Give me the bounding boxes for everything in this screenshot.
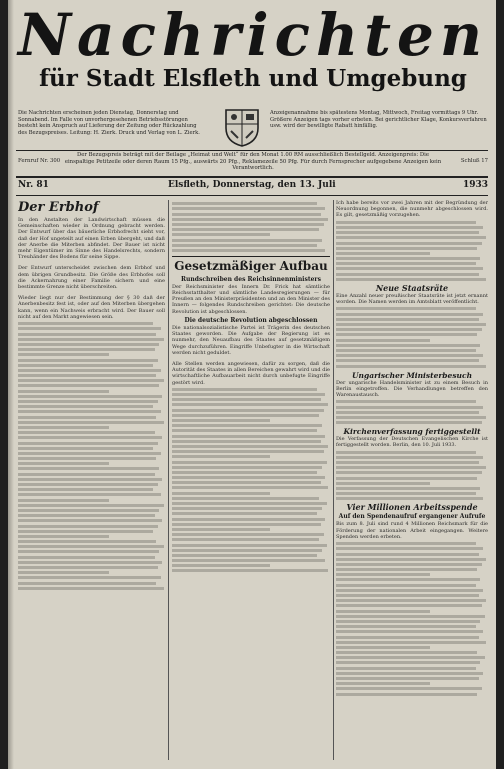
text-line <box>336 594 479 597</box>
article-paragraph: Der ungarische Handelsminister ist zu einem Besuch in Berlin eingetroffen. Die Verhandlungen betreffen den Warenaustausch. <box>336 379 488 398</box>
text-line <box>336 421 482 424</box>
column-rule <box>333 200 334 760</box>
text-line <box>336 677 479 680</box>
text-line <box>336 221 476 224</box>
text-line <box>18 576 161 579</box>
text-line <box>336 257 480 260</box>
text-line <box>18 519 162 522</box>
text-line <box>336 236 486 239</box>
text-line <box>336 359 479 362</box>
text-line <box>18 488 153 491</box>
text-line <box>18 452 161 455</box>
text-lines <box>336 400 488 424</box>
text-line <box>172 455 270 458</box>
text-line <box>336 578 480 581</box>
text-line <box>336 667 476 670</box>
text-lines <box>172 202 330 252</box>
text-line <box>18 410 161 413</box>
text-line <box>172 466 322 469</box>
text-line <box>18 384 159 387</box>
text-line <box>336 273 479 276</box>
article-paragraph: Eine Anzahl neuer preußischer Staatsräte ist jetzt ernannt worden. Die Namen werden im Amtsblatt veröffentlicht. <box>336 292 488 306</box>
text-line <box>336 599 486 602</box>
text-line <box>336 656 485 659</box>
text-line <box>18 525 158 528</box>
text-line <box>336 456 483 459</box>
text-line <box>336 247 477 250</box>
text-line <box>336 547 483 550</box>
text-line <box>336 466 486 469</box>
text-line <box>18 545 164 548</box>
text-line <box>172 223 324 226</box>
text-line <box>18 359 158 362</box>
text-line <box>172 435 325 438</box>
text-line <box>336 313 483 316</box>
text-line <box>336 568 477 571</box>
text-line <box>336 625 476 628</box>
text-line <box>172 213 321 216</box>
article-paragraph: Ich habe bereits vor zwei Jahren mit der Begründung der Neuordnung begonnen, die nunmehr abgeschlossen wird. Es gilt, gesetzmäßig vorzugehen. <box>336 200 488 219</box>
text-line <box>336 339 430 342</box>
text-line <box>172 249 325 252</box>
text-line <box>18 400 158 403</box>
dateline <box>18 180 488 194</box>
text-line <box>172 233 270 236</box>
closing-label: Schluß 17 <box>460 158 488 164</box>
publication-info: Die Nachrichten erscheinen jeden Dienstag, Donnerstag und Sonnabend. Im Falle von unvorhergesehenen Betriebsstörungen besteht kein Anspruch auf Lieferung der Zeitung oder Rückzahlung des Bezugspreises. Leitung: H. Zierk. Druck und Verlag von L. Zierk. <box>18 110 200 136</box>
text-line <box>172 518 325 521</box>
column-news <box>336 200 488 765</box>
text-line <box>18 473 155 476</box>
text-line <box>172 549 322 552</box>
text-line <box>336 584 476 587</box>
text-line <box>18 566 158 569</box>
text-lines <box>336 542 488 695</box>
text-line <box>172 538 319 541</box>
text-line <box>336 318 479 321</box>
text-line <box>18 550 159 553</box>
article-headline: Der Erbhof <box>18 200 99 215</box>
article-paragraph: Der Entwurf unterscheidet zwischen dem Erbhof und dem übrigen Grundbesitz. Die Größe des Erbhofes soll die Ackernahrung einer Familie sichern und eine bestimmte Grenze nicht überschreiten. <box>18 265 165 291</box>
text-line <box>172 202 317 205</box>
newspaper-title: Nachrichten <box>18 1 489 69</box>
text-line <box>172 523 321 526</box>
text-line <box>18 499 109 502</box>
text-line <box>172 533 324 536</box>
text-line <box>172 564 270 567</box>
text-line <box>18 390 109 393</box>
text-line <box>172 507 322 510</box>
text-line <box>336 610 430 613</box>
text-line <box>18 405 153 408</box>
text-line <box>336 411 479 414</box>
text-line <box>172 492 270 495</box>
article-headline: Gesetzmäßiger Aufbau <box>174 258 328 273</box>
text-line <box>18 561 162 564</box>
article-subheadline: Rundschreiben des Reichsinnenministers <box>181 275 321 283</box>
text-line <box>18 369 161 372</box>
text-line <box>18 535 109 538</box>
text-line <box>18 457 156 460</box>
article-paragraph: Alle Stellen werden angewiesen, dafür zu sorgen, daß die Autorität des Staates in allen Bereichen gewahrt wird und die wirtschaftliche Aufbauarbeit nicht durch unbefugte Eingriffe gestört wird. <box>172 360 330 386</box>
text-line <box>18 436 162 439</box>
text-line <box>336 573 430 576</box>
text-lines <box>336 451 488 501</box>
text-line <box>336 641 486 644</box>
text-line <box>172 244 317 247</box>
text-line <box>336 661 480 664</box>
article-headline: Vier Millionen Arbeitsspende <box>346 502 478 513</box>
phone-label: Fernruf Nr. 300 <box>18 158 61 164</box>
text-line <box>336 354 483 357</box>
text-line <box>18 504 164 507</box>
text-line <box>336 328 482 331</box>
text-line <box>18 353 109 356</box>
divider <box>16 176 488 178</box>
text-line <box>336 267 483 270</box>
text-line <box>18 338 164 341</box>
article-paragraph: Die nationalsozialistische Partei ist Trägerin des deutschen Staates geworden. Die Aufgabe der Regierung ist es nunmehr, den Neuaufbau des Staates auf gesetzmäßigem Wege durchzuführen. Eingriffe Unbefugter in die Wirtschaft werden nicht geduldet. <box>172 324 330 356</box>
text-line <box>18 327 161 330</box>
text-line <box>336 651 477 654</box>
text-line <box>336 553 479 556</box>
text-line <box>336 497 483 500</box>
text-line <box>336 278 486 281</box>
article-subheadline: Auf den Spendenaufruf ergangener Aufrufe <box>338 513 486 521</box>
newspaper-page <box>8 0 496 769</box>
text-line <box>172 398 321 401</box>
text-line <box>18 364 153 367</box>
text-line <box>336 558 486 561</box>
article-paragraph: Bis zum 8. Juli sind rund 4 Millionen Reichsmark für die Förderung der nationalen Arbeit eingegangen. Weitere Spenden werden erbeten. <box>336 521 488 540</box>
article-paragraph: In den Anstalten der Landwirtschaft müssen die Gemeinschaften wieder in Ordnung gebracht werden. Der Entwurf über das bäuerliche Erbhofrecht sieht vor, daß der Hof ungeteilt auf einen Erben übergeht, und daß der Anerbe die Miterben abfindet. Der Bauer ist nicht mehr Eigentümer im Sinne des Handelsrechts, sondern Treuhänder des Bodens für seine Sippe. <box>18 217 165 261</box>
text-line <box>172 424 322 427</box>
newspaper-subtitle: für Stadt Elsfleth und Umgebung <box>39 65 467 92</box>
text-line <box>18 462 109 465</box>
text-lines <box>172 388 330 573</box>
divider <box>16 150 488 151</box>
article-paragraph: Die Verfassung der Deutschen Evangelischen Kirche ist fertiggestellt worden. Berlin, den 10. Juli 1933. <box>336 436 488 449</box>
text-line <box>336 349 476 352</box>
text-line <box>172 207 325 210</box>
text-line <box>18 333 156 336</box>
text-line <box>18 442 158 445</box>
masthead <box>18 1 489 92</box>
article-paragraph: Wieder liegt nur der Bestimmung der § 30 daß der Anerbenbesitz fest ist, oder auf den Miterben übergehen kann, wenn ein Nachweis erbracht wird. Der Bauer soll nicht auf den Markt angewiesen sein. <box>18 295 165 320</box>
text-line <box>172 403 328 406</box>
coat-of-arms-icon <box>222 106 262 148</box>
year: 1933 <box>462 180 488 190</box>
text-line <box>172 393 325 396</box>
issue-number: Nr. 81 <box>18 180 49 190</box>
text-line <box>336 242 482 245</box>
subscription-notice <box>18 152 488 172</box>
text-line <box>336 620 480 623</box>
text-line <box>172 559 325 562</box>
text-line <box>336 482 430 485</box>
column-aufbau <box>172 200 330 765</box>
text-line <box>172 429 317 432</box>
text-line <box>18 478 162 481</box>
text-line <box>336 646 430 649</box>
text-line <box>336 693 477 696</box>
text-line <box>18 509 159 512</box>
text-line <box>172 528 270 531</box>
text-line <box>18 483 158 486</box>
text-line <box>336 226 483 229</box>
text-line <box>18 416 156 419</box>
text-line <box>336 604 482 607</box>
text-line <box>18 447 153 450</box>
text-line <box>172 471 317 474</box>
text-line <box>336 563 482 566</box>
text-lines <box>336 221 488 281</box>
text-line <box>336 262 476 265</box>
column-erbhof <box>18 200 165 765</box>
advertising-info: Anzeigenannahme bis spätestens Montag, Mittwoch, Freitag vormittags 9 Uhr. Größere Anzeigen tags vorher erbeten. Bei gerichtlicher Klage, Konkursverfahren usw. wird der bewilligte Rabatt hinfällig. <box>270 110 487 130</box>
text-line <box>336 400 476 403</box>
text-line <box>172 497 319 500</box>
text-line <box>336 323 486 326</box>
text-line <box>18 431 155 434</box>
text-line <box>172 440 321 443</box>
text-line <box>18 582 156 585</box>
text-line <box>172 544 327 547</box>
text-line <box>172 239 322 242</box>
text-line <box>172 486 328 489</box>
text-line <box>336 542 476 545</box>
text-line <box>18 348 155 351</box>
text-line <box>336 487 480 490</box>
text-line <box>336 682 430 685</box>
text-lines <box>18 322 165 590</box>
text-line <box>18 426 109 429</box>
text-line <box>18 395 162 398</box>
text-line <box>172 419 270 422</box>
text-line <box>172 450 324 453</box>
text-line <box>172 569 328 572</box>
text-line <box>336 492 476 495</box>
text-line <box>172 476 325 479</box>
text-line <box>336 365 486 368</box>
article-headline: Ungarischer Ministerbesuch <box>351 370 473 380</box>
text-line <box>172 414 319 417</box>
text-line <box>18 421 164 424</box>
text-line <box>18 374 156 377</box>
text-line <box>336 615 485 618</box>
divider <box>16 195 488 196</box>
text-line <box>336 687 482 690</box>
text-line <box>336 630 483 633</box>
text-line <box>172 409 324 412</box>
text-line <box>336 477 477 480</box>
text-line <box>172 218 328 221</box>
text-line <box>336 416 486 419</box>
article-headline: Neue Staatsräte <box>375 282 449 293</box>
text-line <box>18 540 156 543</box>
text-line <box>336 471 482 474</box>
text-line <box>336 252 430 255</box>
text-line <box>172 461 327 464</box>
text-line <box>18 322 153 325</box>
text-line <box>172 512 317 515</box>
text-line <box>336 636 479 639</box>
text-line <box>336 451 476 454</box>
column-rule <box>168 200 169 760</box>
text-line <box>18 587 164 590</box>
text-line <box>172 445 328 448</box>
text-line <box>336 231 479 234</box>
text-line <box>18 493 161 496</box>
text-line <box>18 571 109 574</box>
text-line <box>336 672 483 675</box>
text-line <box>336 461 479 464</box>
place-date: Elsfleth, Donnerstag, den 13. Juli <box>168 180 336 190</box>
subscription-text: Der Bezugspreis beträgt mit der Beilage „Heimat und Welt“ für den Monat 1.00 RM ausschließlich Bestellgeld. Anzeigenpreis: Die einspaltige Petitzeile oder deren Raum 15 Pfg., auswärts 20 Pfg., Reklamezeile 50 Pfg. Für durch Fernsprecher aufgegebene Anzeigen kein Verantwortlich. <box>64 152 442 171</box>
text-lines <box>336 307 488 367</box>
text-line <box>18 514 155 517</box>
text-line <box>18 467 159 470</box>
text-line <box>18 379 164 382</box>
text-line <box>336 307 476 310</box>
article-paragraph: Der Reichsminister des Innern Dr. Frick hat sämtliche Reichsstatthalter und sämtliche Landesregierungen — für Preußen an den Ministerpräsidenten und an den Minister des Innern — folgendes Rundschreiben gerichtet: Die deutsche Revolution ist abgeschlossen. <box>172 283 330 315</box>
text-line <box>336 406 483 409</box>
text-line <box>172 388 317 391</box>
section-heading: Die deutsche Revolution abgeschlossen <box>184 316 318 324</box>
text-line <box>336 589 483 592</box>
text-line <box>18 530 153 533</box>
text-line <box>172 554 317 557</box>
text-line <box>336 333 477 336</box>
text-line <box>172 228 319 231</box>
text-line <box>172 481 321 484</box>
text-line <box>18 556 155 559</box>
text-line <box>336 344 480 347</box>
article-headline: Kirchenverfassung fertiggestellt <box>343 427 481 437</box>
text-line <box>172 502 327 505</box>
text-line <box>18 343 159 346</box>
